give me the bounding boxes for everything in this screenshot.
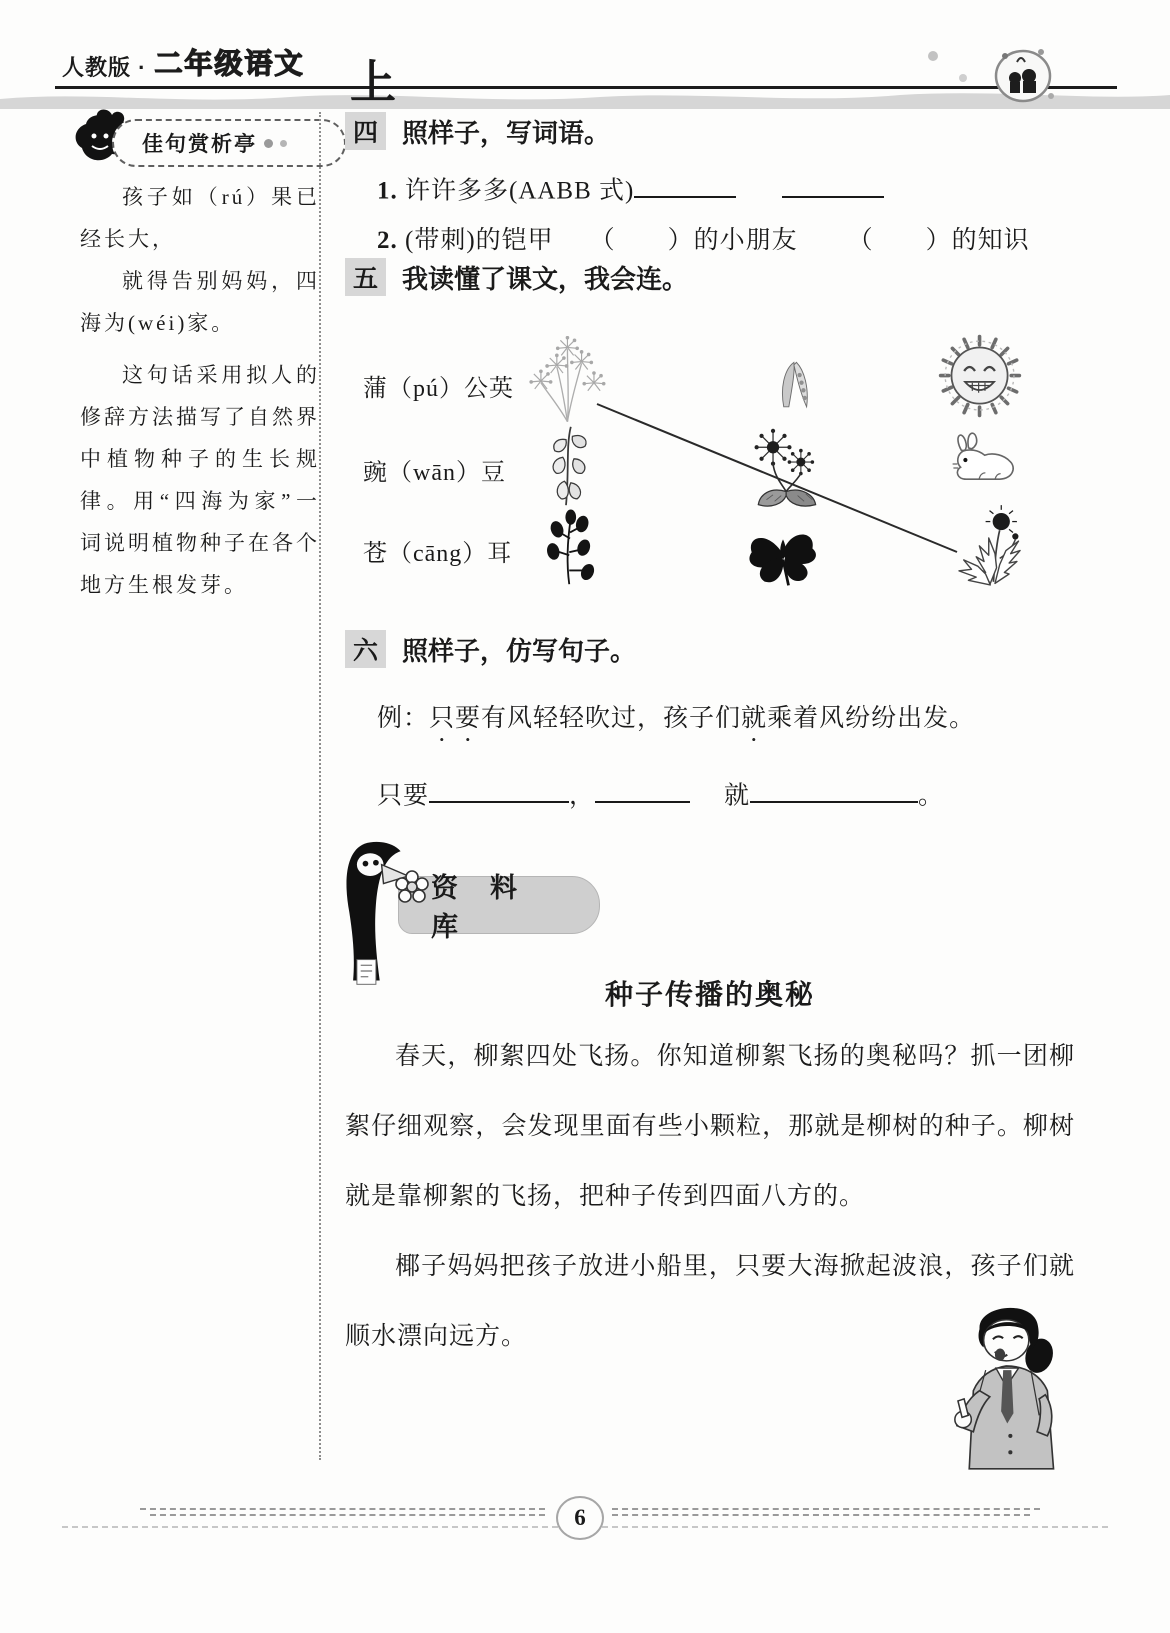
matching-exercise	[345, 320, 1075, 615]
sidebar-paragraph: 这句话采用拟人的修辞方法描写了自然界中植物种子的生长规律。用“四海为家”一词说明植物种子在各个地方生根发芽。	[80, 363, 320, 597]
example-emphasis: 只要	[429, 705, 482, 732]
teacher-illustration	[938, 1292, 1093, 1477]
answer-blank	[429, 775, 569, 803]
answer-blank	[634, 170, 736, 198]
smiling-sun-image	[937, 330, 1023, 422]
article-paragraph: 春天，柳絮四处飞扬。你知道柳絮飞扬的奥秘吗？抓一团柳絮仔细观察，会发现里面有些小颗粒，那就是柳树的种子。柳树就是靠柳絮的飞扬，把种子传到四面八方的。	[345, 1043, 1075, 1210]
question6-number-badge: 六	[345, 630, 386, 668]
sidebar-banner	[112, 119, 346, 167]
article-paragraph: 椰子妈妈把孩子放进小船里，只要大海掀起波浪，孩子们就顺水漂向远方。	[345, 1253, 1075, 1350]
sidebar-note	[80, 176, 320, 606]
question5-number-badge: 五	[345, 258, 386, 296]
article-title: 种子传播的奥秘	[604, 979, 815, 1010]
question6-example: 例：只要有风轻轻吹过，孩子们就乘着风纷纷出发。	[377, 705, 976, 732]
sidebar-paragraph: 就得告别妈妈，四海为(wéi)家。	[80, 269, 320, 335]
dark-leaf-cluster-image	[737, 522, 829, 588]
pea-pods-image	[763, 356, 821, 410]
question5-heading	[345, 258, 688, 296]
item1-prompt: 许许多多(AABB 式)	[405, 177, 635, 205]
item2-blank2: （ ）的知识	[847, 227, 1030, 254]
page-header	[62, 42, 304, 82]
column-divider	[319, 112, 321, 1460]
answer-blank	[595, 775, 690, 803]
edition-label: 人教版 ·	[62, 55, 147, 80]
question6-heading	[345, 630, 636, 668]
banner-dot-icon	[280, 140, 287, 147]
match-label-pea: 豌（wān）豆	[363, 460, 506, 486]
footer-rule	[612, 1508, 1040, 1510]
question6-fill-line: 只要 ， 就 。	[377, 775, 944, 811]
item2-example: (带刺)的铠甲	[405, 227, 554, 254]
flower-icon	[392, 868, 432, 908]
example-label: 例：	[377, 705, 430, 732]
question4-item1	[377, 170, 884, 206]
question4-title: 照样子，写词语。	[402, 117, 611, 148]
rabbit-image	[947, 426, 1019, 486]
footer-rule	[150, 1514, 545, 1516]
question6-title: 照样子，仿写句子。	[402, 635, 637, 666]
page-number: 6	[556, 1496, 604, 1540]
grade-label: 二年级语文	[154, 48, 305, 79]
match-label-cocklebur: 苍（cāng）耳	[363, 541, 513, 567]
resource-banner-title: 资料库	[431, 873, 549, 942]
publisher-logo-icon	[905, 36, 1065, 110]
sidebar-paragraph: 孩子如（rú）果已经长大，	[80, 185, 320, 251]
item-number: 2.	[377, 227, 398, 254]
cocklebur-plant-image	[539, 508, 601, 588]
question4-item2	[377, 220, 1030, 256]
answer-blank	[750, 775, 918, 803]
fill-prefix: 只要	[377, 782, 430, 810]
fill-mid: 就	[724, 782, 751, 810]
footer-rule	[612, 1514, 1030, 1516]
sidebar-title: 佳句赏析亭	[142, 133, 257, 156]
dandelion-plant-image	[943, 502, 1029, 592]
volume-label: 上	[350, 56, 396, 108]
item-number: 1.	[377, 177, 398, 205]
example-emphasis: 就	[741, 705, 768, 732]
footer-rule	[140, 1508, 545, 1510]
answer-blank	[782, 170, 884, 198]
item2-blank1: （ ）的小朋友	[589, 227, 798, 254]
dandelion-fluff-image	[525, 336, 609, 426]
dandelion-flowers-image	[749, 426, 829, 512]
bean-plant-image	[537, 422, 603, 510]
banner-dot-icon	[264, 139, 273, 148]
question5-title: 我读懂了课文，我会连。	[402, 263, 689, 294]
question4-number-badge: 四	[345, 112, 386, 150]
match-label-dandelion: 蒲（pú）公英	[363, 376, 514, 402]
question4-heading	[345, 112, 610, 150]
